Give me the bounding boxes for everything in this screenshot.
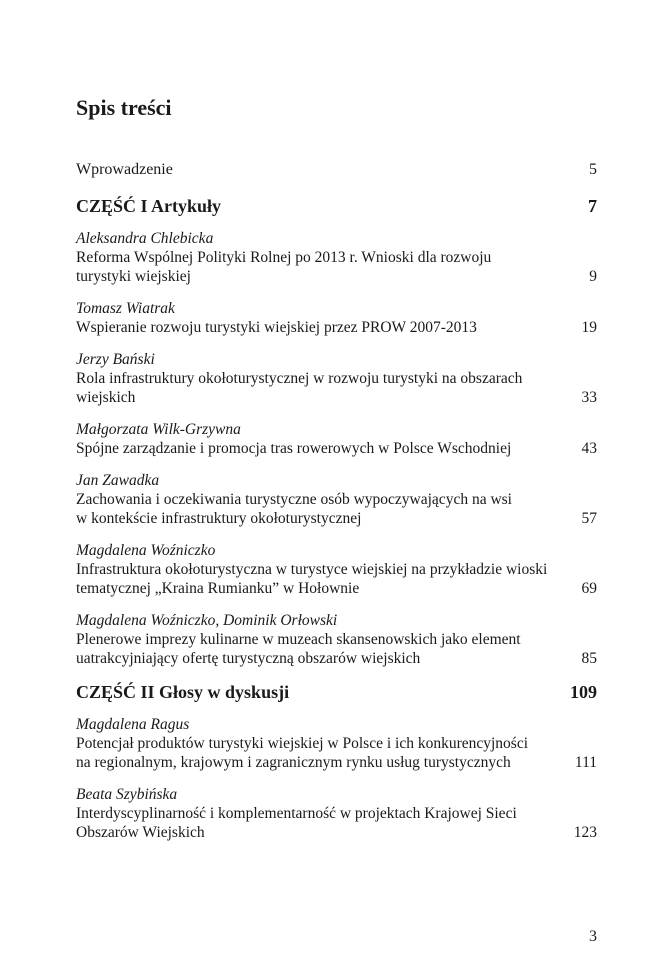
article-author: Magdalena Woźniczko, Dominik Orłowski (76, 612, 338, 629)
article-page: 33 (581, 389, 597, 406)
article-title-line: uatrakcyjniający ofertę turystyczną obszarów wiejskich (76, 650, 421, 667)
page-number: 3 (589, 928, 597, 945)
toc-article[interactable] (76, 420, 597, 458)
article-author: Aleksandra Chlebicka (76, 230, 214, 247)
article-title-line: Interdyscyplinarność i komplementarność w projektach Krajowej Sieci (76, 805, 517, 822)
toc-article[interactable] (76, 350, 597, 407)
article-title-line: Wspieranie rozwoju turystyki wiejskiej przez PROW 2007-2013 (76, 319, 477, 336)
part-page: 109 (570, 682, 597, 702)
article-title-line: Obszarów Wiejskich (76, 824, 205, 841)
article-title-line: Plenerowe imprezy kulinarne w muzeach skansenowskich jako element (76, 631, 521, 648)
article-page: 9 (589, 268, 597, 285)
article-title-line: Zachowania i oczekiwania turystyczne osób wypoczywających na wsi (76, 491, 512, 508)
article-title-line: tematycznej „Kraina Rumianku” w Hołownie (76, 580, 360, 597)
toc-entry-introduction[interactable] (76, 160, 597, 180)
article-author: Małgorzata Wilk-Grzywna (76, 421, 241, 438)
article-title-line: Rola infrastruktury okołoturystycznej w rozwoju turystyki na obszarach (76, 370, 523, 387)
article-author: Magdalena Ragus (76, 716, 190, 733)
article-title-line: Infrastruktura okołoturystyczna w turystyce wiejskiej na przykładzie wioski (76, 561, 548, 578)
part-title: CZĘŚĆ II Głosy w dyskusji (76, 682, 290, 702)
article-page: 43 (581, 440, 597, 457)
article-title-line: Spójne zarządzanie i promocja tras rowerowych w Polsce Wschodniej (76, 440, 512, 457)
article-title-line: wiejskich (76, 389, 136, 406)
article-title-line: Reforma Wspólnej Polityki Rolnej po 2013 r. Wnioski dla rozwoju (76, 249, 492, 266)
article-page: 69 (581, 580, 597, 597)
introduction-page: 5 (589, 161, 597, 178)
article-page: 57 (581, 510, 597, 527)
article-title-line: na regionalnym, krajowym i zagranicznym rynku usług turystycznych (76, 754, 511, 771)
table-of-contents (76, 160, 597, 855)
toc-part[interactable] (76, 195, 597, 217)
article-page: 111 (574, 754, 597, 771)
article-author: Tomasz Wiatrak (76, 300, 175, 317)
article-author: Jerzy Bański (76, 351, 155, 368)
toc-article[interactable] (76, 229, 597, 286)
part-page: 7 (588, 196, 597, 216)
article-title-line: w kontekście infrastruktury okołoturystycznej (76, 510, 362, 527)
article-title-line: Potencjał produktów turystyki wiejskiej w Polsce i ich konkurencyjności (76, 735, 529, 752)
page-title: Spis treści (76, 95, 172, 120)
toc-article[interactable] (76, 541, 597, 598)
article-page: 85 (581, 650, 597, 667)
introduction-label: Wprowadzenie (76, 161, 173, 178)
article-author: Jan Zawadka (76, 472, 160, 489)
article-author: Beata Szybińska (76, 786, 178, 803)
toc-article[interactable] (76, 471, 597, 528)
toc-article[interactable] (76, 611, 597, 668)
article-page: 123 (573, 824, 597, 841)
toc-article[interactable] (76, 299, 597, 337)
toc-part[interactable] (76, 681, 597, 703)
toc-article[interactable] (76, 785, 597, 842)
part-title: CZĘŚĆ I Artykuły (76, 196, 222, 216)
article-page: 19 (581, 319, 597, 336)
article-author: Magdalena Woźniczko (76, 542, 216, 559)
article-title-line: turystyki wiejskiej (76, 268, 191, 285)
toc-article[interactable] (76, 715, 597, 772)
